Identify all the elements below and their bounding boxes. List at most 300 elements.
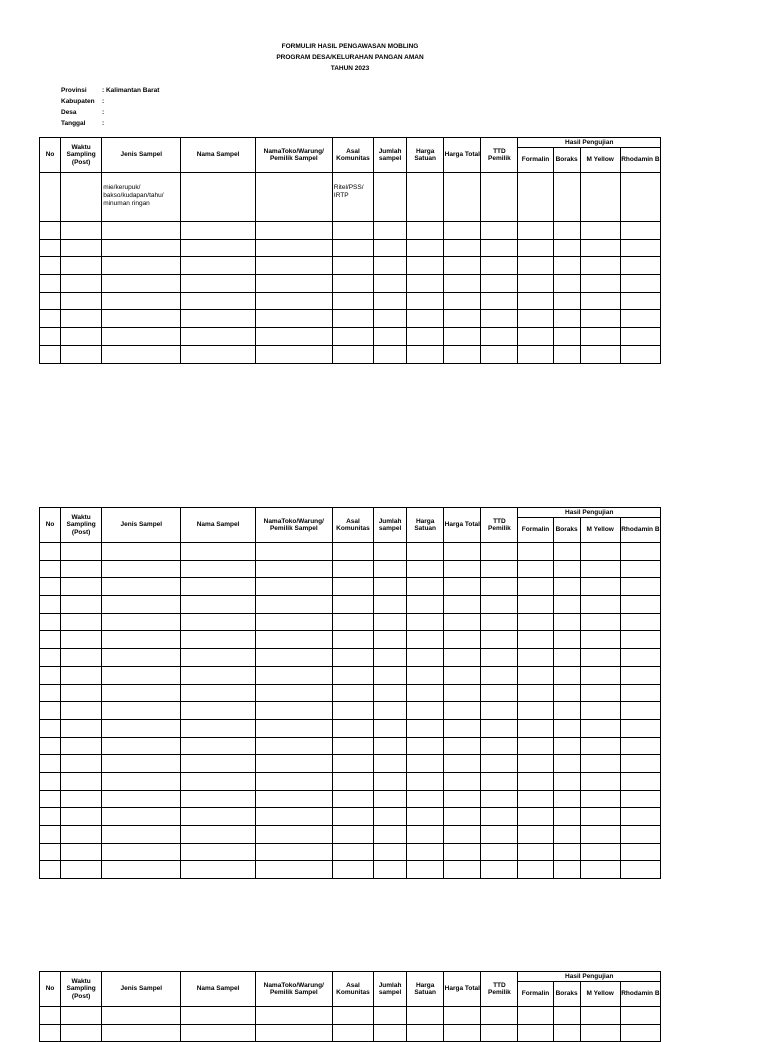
table-cell[interactable]: [407, 702, 444, 720]
table-cell[interactable]: [553, 737, 580, 755]
table-cell[interactable]: [102, 543, 181, 561]
table-cell[interactable]: [255, 596, 332, 614]
table-cell[interactable]: [518, 826, 553, 844]
table-cell[interactable]: [40, 275, 61, 293]
table-cell[interactable]: [444, 790, 481, 808]
table-cell[interactable]: [518, 843, 553, 861]
table-cell[interactable]: [40, 239, 61, 257]
table-cell[interactable]: [553, 328, 580, 346]
table-cell[interactable]: [444, 843, 481, 861]
table-cell[interactable]: [332, 684, 373, 702]
table-cell[interactable]: [553, 843, 580, 861]
table-cell[interactable]: [255, 772, 332, 790]
table-cell[interactable]: [553, 173, 580, 222]
table-cell[interactable]: [255, 790, 332, 808]
table-cell[interactable]: [332, 719, 373, 737]
table-cell[interactable]: [61, 222, 102, 240]
table-cell[interactable]: [102, 861, 181, 879]
table-cell[interactable]: [332, 173, 373, 222]
table-cell[interactable]: [407, 843, 444, 861]
table-cell[interactable]: [481, 239, 518, 257]
table-cell[interactable]: [580, 861, 620, 879]
table-cell[interactable]: [102, 560, 181, 578]
table-cell[interactable]: [374, 328, 407, 346]
table-cell[interactable]: [332, 772, 373, 790]
table-cell[interactable]: [481, 755, 518, 773]
table-cell[interactable]: [518, 684, 553, 702]
table-cell[interactable]: [374, 808, 407, 826]
table-cell[interactable]: [61, 1007, 102, 1025]
table-cell[interactable]: [374, 1024, 407, 1042]
table-cell[interactable]: [374, 826, 407, 844]
table-cell[interactable]: [481, 275, 518, 293]
table-cell[interactable]: [40, 719, 61, 737]
table-cell[interactable]: [518, 755, 553, 773]
table-cell[interactable]: [102, 328, 181, 346]
table-cell[interactable]: [481, 257, 518, 275]
table-cell[interactable]: [481, 790, 518, 808]
table-cell[interactable]: [374, 239, 407, 257]
table-cell[interactable]: [40, 345, 61, 363]
table-cell[interactable]: [553, 1024, 580, 1042]
table-cell[interactable]: [481, 772, 518, 790]
table-cell[interactable]: [407, 173, 444, 222]
table-cell[interactable]: [255, 861, 332, 879]
table-cell[interactable]: [61, 631, 102, 649]
table-cell[interactable]: [40, 684, 61, 702]
table-cell[interactable]: [620, 239, 660, 257]
table-cell[interactable]: [580, 578, 620, 596]
table-cell[interactable]: [181, 345, 255, 363]
table-cell[interactable]: [374, 790, 407, 808]
table-cell[interactable]: [374, 257, 407, 275]
table-cell[interactable]: [553, 1007, 580, 1025]
table-cell[interactable]: [40, 560, 61, 578]
table-cell[interactable]: [620, 1007, 660, 1025]
table-cell[interactable]: [332, 666, 373, 684]
table-cell[interactable]: [181, 684, 255, 702]
table-cell[interactable]: [553, 808, 580, 826]
table-cell[interactable]: [61, 613, 102, 631]
table-cell[interactable]: [181, 328, 255, 346]
table-cell[interactable]: [40, 328, 61, 346]
table-cell[interactable]: [518, 310, 553, 328]
table-cell[interactable]: [102, 755, 181, 773]
table-cell[interactable]: [102, 649, 181, 667]
table-cell[interactable]: [518, 345, 553, 363]
table-cell[interactable]: [518, 808, 553, 826]
table-cell[interactable]: [444, 310, 481, 328]
table-cell[interactable]: [407, 737, 444, 755]
table-cell[interactable]: [553, 257, 580, 275]
table-cell[interactable]: [518, 239, 553, 257]
table-cell[interactable]: [407, 578, 444, 596]
table-cell[interactable]: [518, 790, 553, 808]
table-cell[interactable]: [102, 292, 181, 310]
table-cell[interactable]: [444, 173, 481, 222]
table-cell[interactable]: [481, 345, 518, 363]
table-cell[interactable]: [255, 310, 332, 328]
table-cell[interactable]: [481, 631, 518, 649]
table-cell[interactable]: [580, 772, 620, 790]
table-cell[interactable]: [40, 702, 61, 720]
table-cell[interactable]: [620, 578, 660, 596]
table-cell[interactable]: [620, 702, 660, 720]
table-cell[interactable]: [332, 257, 373, 275]
table-cell[interactable]: [620, 666, 660, 684]
table-cell[interactable]: [553, 861, 580, 879]
table-cell[interactable]: [407, 826, 444, 844]
table-cell[interactable]: [580, 239, 620, 257]
table-cell[interactable]: [374, 649, 407, 667]
table-cell[interactable]: [332, 310, 373, 328]
table-cell[interactable]: [481, 702, 518, 720]
table-cell[interactable]: [40, 292, 61, 310]
table-cell[interactable]: [40, 755, 61, 773]
table-cell[interactable]: [553, 790, 580, 808]
table-cell[interactable]: [553, 543, 580, 561]
table-cell[interactable]: [332, 613, 373, 631]
table-cell[interactable]: [444, 345, 481, 363]
table-cell[interactable]: [332, 808, 373, 826]
table-cell[interactable]: [102, 826, 181, 844]
table-cell[interactable]: [407, 719, 444, 737]
table-cell[interactable]: [444, 222, 481, 240]
table-cell[interactable]: [553, 755, 580, 773]
table-cell[interactable]: [620, 328, 660, 346]
table-cell[interactable]: [481, 578, 518, 596]
table-cell[interactable]: [181, 649, 255, 667]
table-cell[interactable]: [61, 596, 102, 614]
table-cell[interactable]: [553, 826, 580, 844]
table-cell[interactable]: [255, 543, 332, 561]
table-cell[interactable]: [102, 808, 181, 826]
table-cell[interactable]: [580, 596, 620, 614]
table-cell[interactable]: [181, 666, 255, 684]
table-cell[interactable]: [40, 666, 61, 684]
table-cell[interactable]: [374, 631, 407, 649]
table-cell[interactable]: [481, 543, 518, 561]
table-cell[interactable]: [374, 292, 407, 310]
table-cell[interactable]: [61, 808, 102, 826]
table-cell[interactable]: [61, 719, 102, 737]
table-cell[interactable]: [553, 239, 580, 257]
table-cell[interactable]: [374, 310, 407, 328]
table-cell[interactable]: [518, 702, 553, 720]
table-cell[interactable]: [553, 631, 580, 649]
table-cell[interactable]: [181, 843, 255, 861]
table-cell[interactable]: [580, 292, 620, 310]
table-cell[interactable]: [444, 292, 481, 310]
table-cell[interactable]: [481, 861, 518, 879]
table-cell[interactable]: [444, 275, 481, 293]
table-cell[interactable]: [40, 843, 61, 861]
table-cell[interactable]: [407, 755, 444, 773]
table-cell[interactable]: [580, 328, 620, 346]
table-cell[interactable]: [620, 808, 660, 826]
table-cell[interactable]: [255, 292, 332, 310]
table-cell[interactable]: [40, 808, 61, 826]
table-cell[interactable]: [181, 292, 255, 310]
table-cell[interactable]: [255, 1024, 332, 1042]
table-cell[interactable]: [332, 1024, 373, 1042]
table-cell[interactable]: [407, 684, 444, 702]
table-cell[interactable]: [407, 613, 444, 631]
table-cell[interactable]: [61, 755, 102, 773]
table-cell[interactable]: [61, 345, 102, 363]
table-cell[interactable]: [255, 826, 332, 844]
table-cell[interactable]: [444, 737, 481, 755]
table-cell[interactable]: [518, 772, 553, 790]
table-cell[interactable]: [481, 826, 518, 844]
table-cell[interactable]: [407, 543, 444, 561]
table-cell[interactable]: [444, 649, 481, 667]
table-cell[interactable]: [181, 631, 255, 649]
table-cell[interactable]: [580, 737, 620, 755]
table-cell[interactable]: [255, 173, 332, 222]
table-cell[interactable]: [553, 719, 580, 737]
table-cell[interactable]: [481, 666, 518, 684]
table-cell[interactable]: [181, 222, 255, 240]
table-cell[interactable]: [444, 328, 481, 346]
table-cell[interactable]: [374, 843, 407, 861]
table-cell[interactable]: [444, 613, 481, 631]
table-cell[interactable]: [620, 292, 660, 310]
table-cell[interactable]: [580, 790, 620, 808]
table-cell[interactable]: [374, 1007, 407, 1025]
table-cell[interactable]: [102, 719, 181, 737]
table-cell[interactable]: [102, 1007, 181, 1025]
table-cell[interactable]: [620, 543, 660, 561]
table-cell[interactable]: [181, 578, 255, 596]
table-cell[interactable]: [374, 719, 407, 737]
table-cell[interactable]: [61, 328, 102, 346]
table-cell[interactable]: [580, 719, 620, 737]
table-cell[interactable]: [181, 737, 255, 755]
table-cell[interactable]: [444, 826, 481, 844]
table-cell[interactable]: [102, 578, 181, 596]
table-cell[interactable]: [374, 684, 407, 702]
table-cell[interactable]: [444, 666, 481, 684]
table-cell[interactable]: [374, 560, 407, 578]
table-cell[interactable]: [553, 310, 580, 328]
table-cell[interactable]: [40, 613, 61, 631]
table-cell[interactable]: [580, 257, 620, 275]
table-cell[interactable]: [444, 1007, 481, 1025]
table-cell[interactable]: [620, 719, 660, 737]
table-cell[interactable]: [580, 345, 620, 363]
table-cell[interactable]: [553, 666, 580, 684]
table-cell[interactable]: [620, 826, 660, 844]
table-cell[interactable]: [255, 275, 332, 293]
table-cell[interactable]: [444, 631, 481, 649]
table-cell[interactable]: [255, 613, 332, 631]
table-cell[interactable]: [102, 239, 181, 257]
table-cell[interactable]: [580, 560, 620, 578]
table-cell[interactable]: [444, 702, 481, 720]
table-cell[interactable]: [518, 275, 553, 293]
table-cell[interactable]: [61, 861, 102, 879]
table-cell[interactable]: [374, 861, 407, 879]
table-cell[interactable]: [518, 1007, 553, 1025]
table-cell[interactable]: [553, 649, 580, 667]
table-cell[interactable]: [620, 257, 660, 275]
table-cell[interactable]: [580, 826, 620, 844]
table-cell[interactable]: [580, 275, 620, 293]
table-cell[interactable]: [620, 631, 660, 649]
table-cell[interactable]: [61, 702, 102, 720]
table-cell[interactable]: [407, 328, 444, 346]
table-cell[interactable]: [374, 613, 407, 631]
table-cell[interactable]: [553, 596, 580, 614]
table-cell[interactable]: [332, 755, 373, 773]
table-cell[interactable]: [481, 596, 518, 614]
table-cell[interactable]: [181, 596, 255, 614]
table-cell[interactable]: [332, 843, 373, 861]
table-cell[interactable]: [181, 702, 255, 720]
table-cell[interactable]: [518, 292, 553, 310]
table-cell[interactable]: [374, 345, 407, 363]
table-cell[interactable]: [332, 631, 373, 649]
table-cell[interactable]: [580, 1024, 620, 1042]
table-cell[interactable]: [181, 257, 255, 275]
table-cell[interactable]: [620, 755, 660, 773]
table-cell[interactable]: [40, 631, 61, 649]
table-cell[interactable]: [518, 1024, 553, 1042]
table-cell[interactable]: [444, 772, 481, 790]
table-cell[interactable]: [61, 826, 102, 844]
table-cell[interactable]: [374, 737, 407, 755]
table-cell[interactable]: [181, 1024, 255, 1042]
table-cell[interactable]: [620, 173, 660, 222]
table-cell[interactable]: [332, 578, 373, 596]
table-cell[interactable]: [255, 702, 332, 720]
table-cell[interactable]: [374, 543, 407, 561]
table-cell[interactable]: [580, 1007, 620, 1025]
table-cell[interactable]: [481, 292, 518, 310]
table-cell[interactable]: [481, 808, 518, 826]
table-cell[interactable]: [518, 666, 553, 684]
table-cell[interactable]: [518, 596, 553, 614]
table-cell[interactable]: [553, 345, 580, 363]
table-cell[interactable]: [61, 239, 102, 257]
table-cell[interactable]: [61, 1024, 102, 1042]
table-cell[interactable]: [40, 222, 61, 240]
table-cell[interactable]: [481, 222, 518, 240]
table-cell[interactable]: [332, 790, 373, 808]
table-cell[interactable]: [620, 737, 660, 755]
table-cell[interactable]: [40, 737, 61, 755]
table-cell[interactable]: [255, 808, 332, 826]
table-cell[interactable]: [374, 772, 407, 790]
table-cell[interactable]: [40, 543, 61, 561]
table-cell[interactable]: [181, 755, 255, 773]
table-cell[interactable]: [580, 543, 620, 561]
table-cell[interactable]: [444, 719, 481, 737]
table-cell[interactable]: [102, 222, 181, 240]
table-cell[interactable]: [40, 649, 61, 667]
table-cell[interactable]: [481, 310, 518, 328]
table-cell[interactable]: [580, 684, 620, 702]
table-cell[interactable]: [407, 275, 444, 293]
table-cell[interactable]: [61, 310, 102, 328]
table-cell[interactable]: [181, 560, 255, 578]
table-cell[interactable]: [61, 275, 102, 293]
table-cell[interactable]: [61, 578, 102, 596]
table-cell[interactable]: [407, 790, 444, 808]
table-cell[interactable]: [481, 737, 518, 755]
table-cell[interactable]: [580, 222, 620, 240]
table-cell[interactable]: [255, 1007, 332, 1025]
table-cell[interactable]: [61, 560, 102, 578]
table-cell[interactable]: [102, 310, 181, 328]
table-cell[interactable]: [255, 239, 332, 257]
table-cell[interactable]: [181, 1007, 255, 1025]
table-cell[interactable]: [255, 345, 332, 363]
table-cell[interactable]: [407, 861, 444, 879]
table-cell[interactable]: [61, 257, 102, 275]
table-cell[interactable]: [444, 560, 481, 578]
table-cell[interactable]: [40, 1024, 61, 1042]
table-cell[interactable]: [40, 790, 61, 808]
table-cell[interactable]: [255, 257, 332, 275]
table-cell[interactable]: [332, 239, 373, 257]
table-cell[interactable]: [553, 222, 580, 240]
table-cell[interactable]: [374, 755, 407, 773]
table-cell[interactable]: [620, 310, 660, 328]
table-cell[interactable]: [102, 275, 181, 293]
table-cell[interactable]: [181, 275, 255, 293]
table-cell[interactable]: [102, 843, 181, 861]
table-cell[interactable]: [40, 578, 61, 596]
table-cell[interactable]: [181, 239, 255, 257]
table-cell[interactable]: [620, 649, 660, 667]
table-cell[interactable]: [518, 560, 553, 578]
table-cell[interactable]: [553, 292, 580, 310]
table-cell[interactable]: [481, 173, 518, 222]
table-cell[interactable]: [40, 310, 61, 328]
table-cell[interactable]: [407, 310, 444, 328]
table-cell[interactable]: [580, 666, 620, 684]
table-cell[interactable]: [374, 275, 407, 293]
table-cell[interactable]: [481, 613, 518, 631]
table-cell[interactable]: [61, 843, 102, 861]
table-cell[interactable]: [102, 702, 181, 720]
table-cell[interactable]: [255, 737, 332, 755]
table-cell[interactable]: [102, 737, 181, 755]
table-cell[interactable]: [40, 173, 61, 222]
table-cell[interactable]: [553, 613, 580, 631]
table-cell[interactable]: [553, 684, 580, 702]
table-cell[interactable]: [332, 560, 373, 578]
table-cell[interactable]: [518, 328, 553, 346]
table-cell[interactable]: [620, 275, 660, 293]
table-cell[interactable]: [181, 826, 255, 844]
table-cell[interactable]: [40, 257, 61, 275]
table-cell[interactable]: [40, 826, 61, 844]
table-cell[interactable]: [518, 861, 553, 879]
table-cell[interactable]: [620, 596, 660, 614]
table-cell[interactable]: [620, 613, 660, 631]
table-cell[interactable]: [61, 292, 102, 310]
table-cell[interactable]: [102, 1024, 181, 1042]
table-cell[interactable]: [407, 222, 444, 240]
table-cell[interactable]: [61, 666, 102, 684]
table-cell[interactable]: [407, 631, 444, 649]
table-cell[interactable]: [518, 222, 553, 240]
table-cell[interactable]: [444, 239, 481, 257]
table-cell[interactable]: [40, 1007, 61, 1025]
